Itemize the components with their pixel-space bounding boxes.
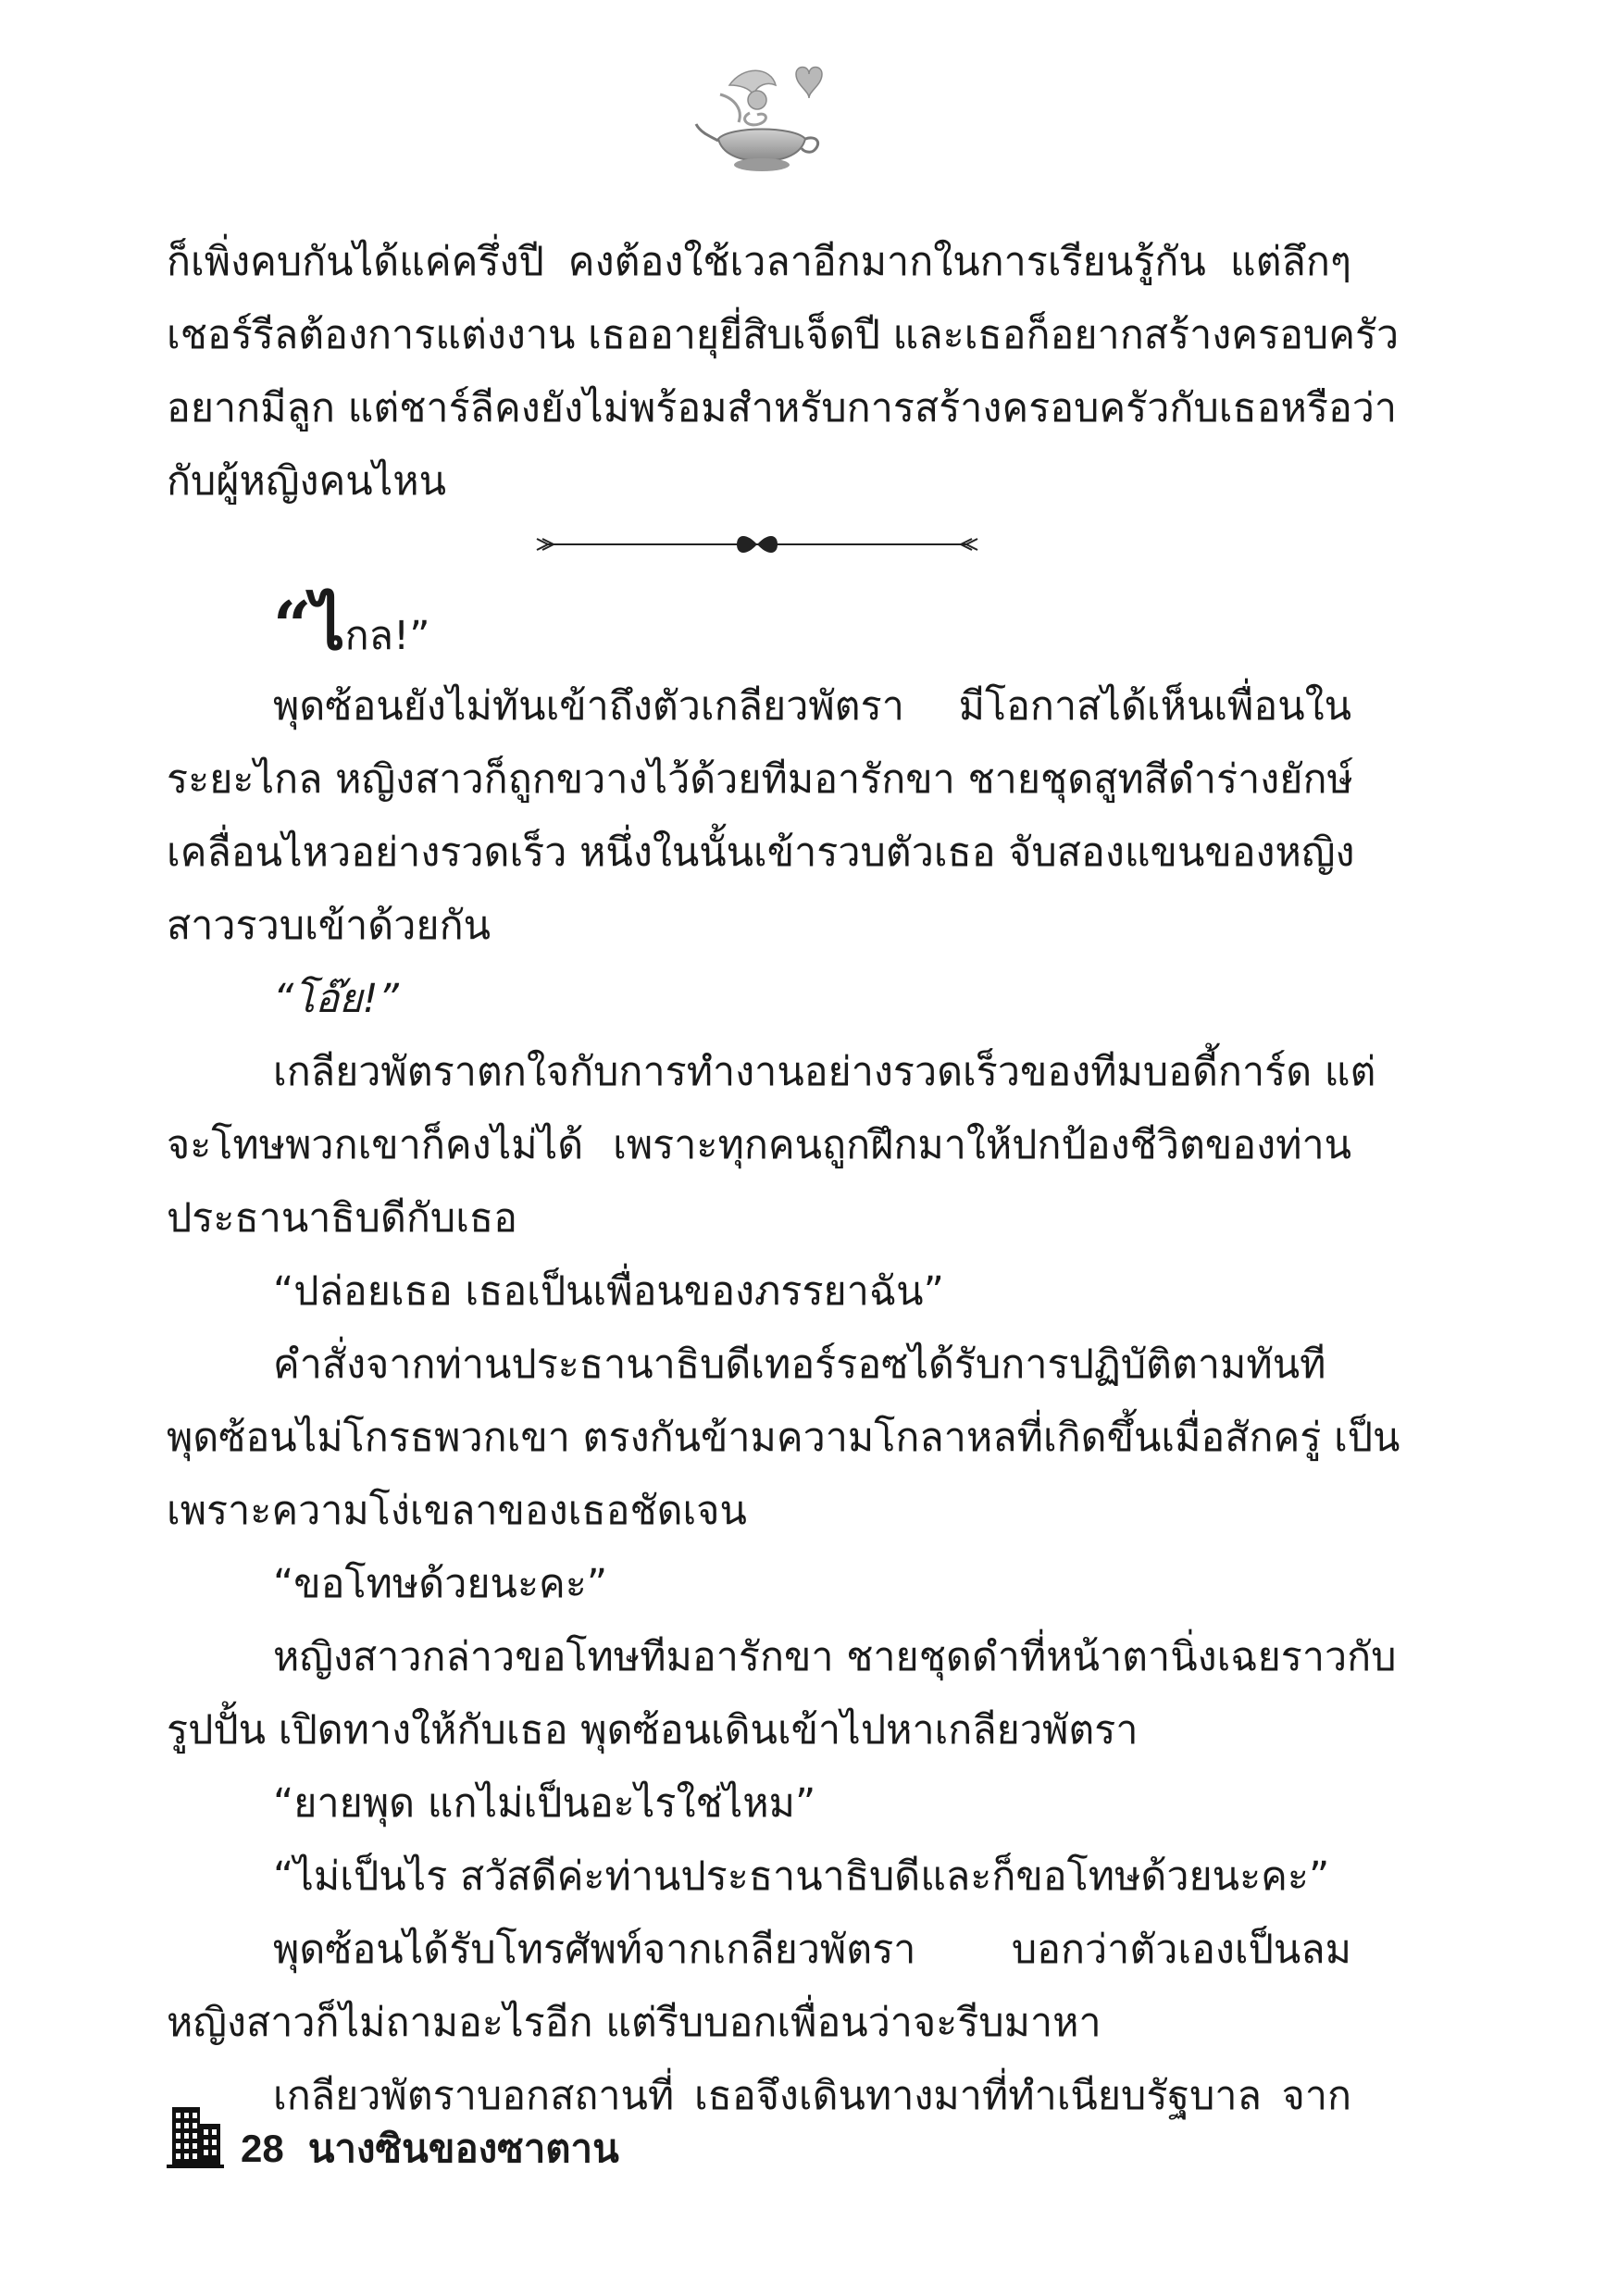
text-line: “ไม่เป็นไร สวัสดีค่ะท่านประธานาธิบดีและก็ขอโทษด้วยนะคะ” [273,1853,1330,1900]
bow-divider-icon [535,530,979,558]
text-line: เคลื่อนไหวอย่างรวดเร็ว หนึ่งในนั้นเข้ารวบตัวเธอ จับสองแขนของหญิง [167,830,1355,876]
text-line: อยากมีลูก แต่ชาร์ลีคงยังไม่พร้อมสำหรับการสร้างครอบครัวกับเธอหรือว่า [167,385,1398,431]
page-number: 28 [241,2127,284,2170]
text-line: หญิงสาวก็ไม่ถามอะไรอีก แต่รีบบอกเพื่อนว่าจะรีบมาหา [167,2000,1101,2046]
text-line: สาวรวบเข้าด้วยกัน [167,903,492,949]
text-line: ประธานาธิบดีกับเธอ [167,1195,517,1242]
text-line: “ปล่อยเธอ เธอเป็นเพื่อนของภรรยาฉัน” [273,1268,944,1315]
text-line: พุดซ้อนยังไม่ทันเข้าถึงตัวเกลียวพัตรา มีโอกาสได้เห็นเพื่อนใน [273,683,1351,730]
text-line: กับผู้หญิงคนไหน [167,458,447,505]
text-line: ระยะไกล หญิงสาวก็ถูกขวางไว้ด้วยทีมอารักขา ชายชุดสูทสีดำร่างยักษ์ [167,756,1353,803]
text-line: “ขอโทษด้วยนะคะ” [273,1561,608,1607]
dropcap-letter: “ไ [273,586,345,665]
dropcap-rest: กล!” [344,613,430,659]
text-line: เกลียวพัตราบอกสถานที่ เธอจึงเดินทางมาที่ทำเนียบรัฐบาล จาก [273,2073,1351,2119]
building-icon [167,2103,224,2168]
text-line: เกลียวพัตราตกใจกับการทำงานอย่างรวดเร็วของทีมบอดี้การ์ด แต่ [273,1049,1376,1095]
text-line: “โอ๊ย!” [273,976,399,1022]
text-line: พุดซ้อนไม่โกรธพวกเขา ตรงกันข้ามความโกลาหลที่เกิดขึ้นเมื่อสักครู่ เป็น [167,1415,1400,1461]
text-line: พุดซ้อนได้รับโทรศัพท์จากเกลียวพัตรา บอกว่าตัวเองเป็นลม [273,1927,1351,1973]
text-line: จะโทษพวกเขาก็คงไม่ได้ เพราะทุกคนถูกฝึกมาให้ปกป้องชีวิตของท่าน [167,1122,1351,1168]
text-line: เชอร์รีลต้องการแต่งงาน เธออายุยี่สิบเจ็ดปี และเธอก็อยากสร้างครอบครัว [167,312,1400,358]
cupid-teapot-ornament-icon [692,57,831,178]
text-line: “ยายพุด แกไม่เป็นอะไรใช่ไหม” [273,1780,816,1827]
book-title: นางซินของซาตาน [307,2126,619,2171]
body-text [167,597,1400,2133]
text-line: ก็เพิ่งคบกันได้แค่ครึ่งปี คงต้องใช้เวลาอีกมากในการเรียนรู้กัน แต่ลึกๆ [167,239,1351,285]
text-line: เพราะความโง่เขลาของเธอชัดเจน [167,1488,747,1534]
text-line: รูปปั้น เปิดทางให้กับเธอ พุดซ้อนเดินเข้าไปหาเกลียวพัตรา [167,1707,1139,1753]
text-line: หญิงสาวกล่าวขอโทษทีมอารักขา ชายชุดดำที่หน้าตานิ่งเฉยราวกับ [273,1634,1397,1680]
text-line: คำสั่งจากท่านประธานาธิบดีเทอร์รอซได้รับการปฏิบัติตามทันที [273,1341,1326,1388]
page-footer [167,2094,619,2171]
opening-paragraph [167,226,1400,518]
